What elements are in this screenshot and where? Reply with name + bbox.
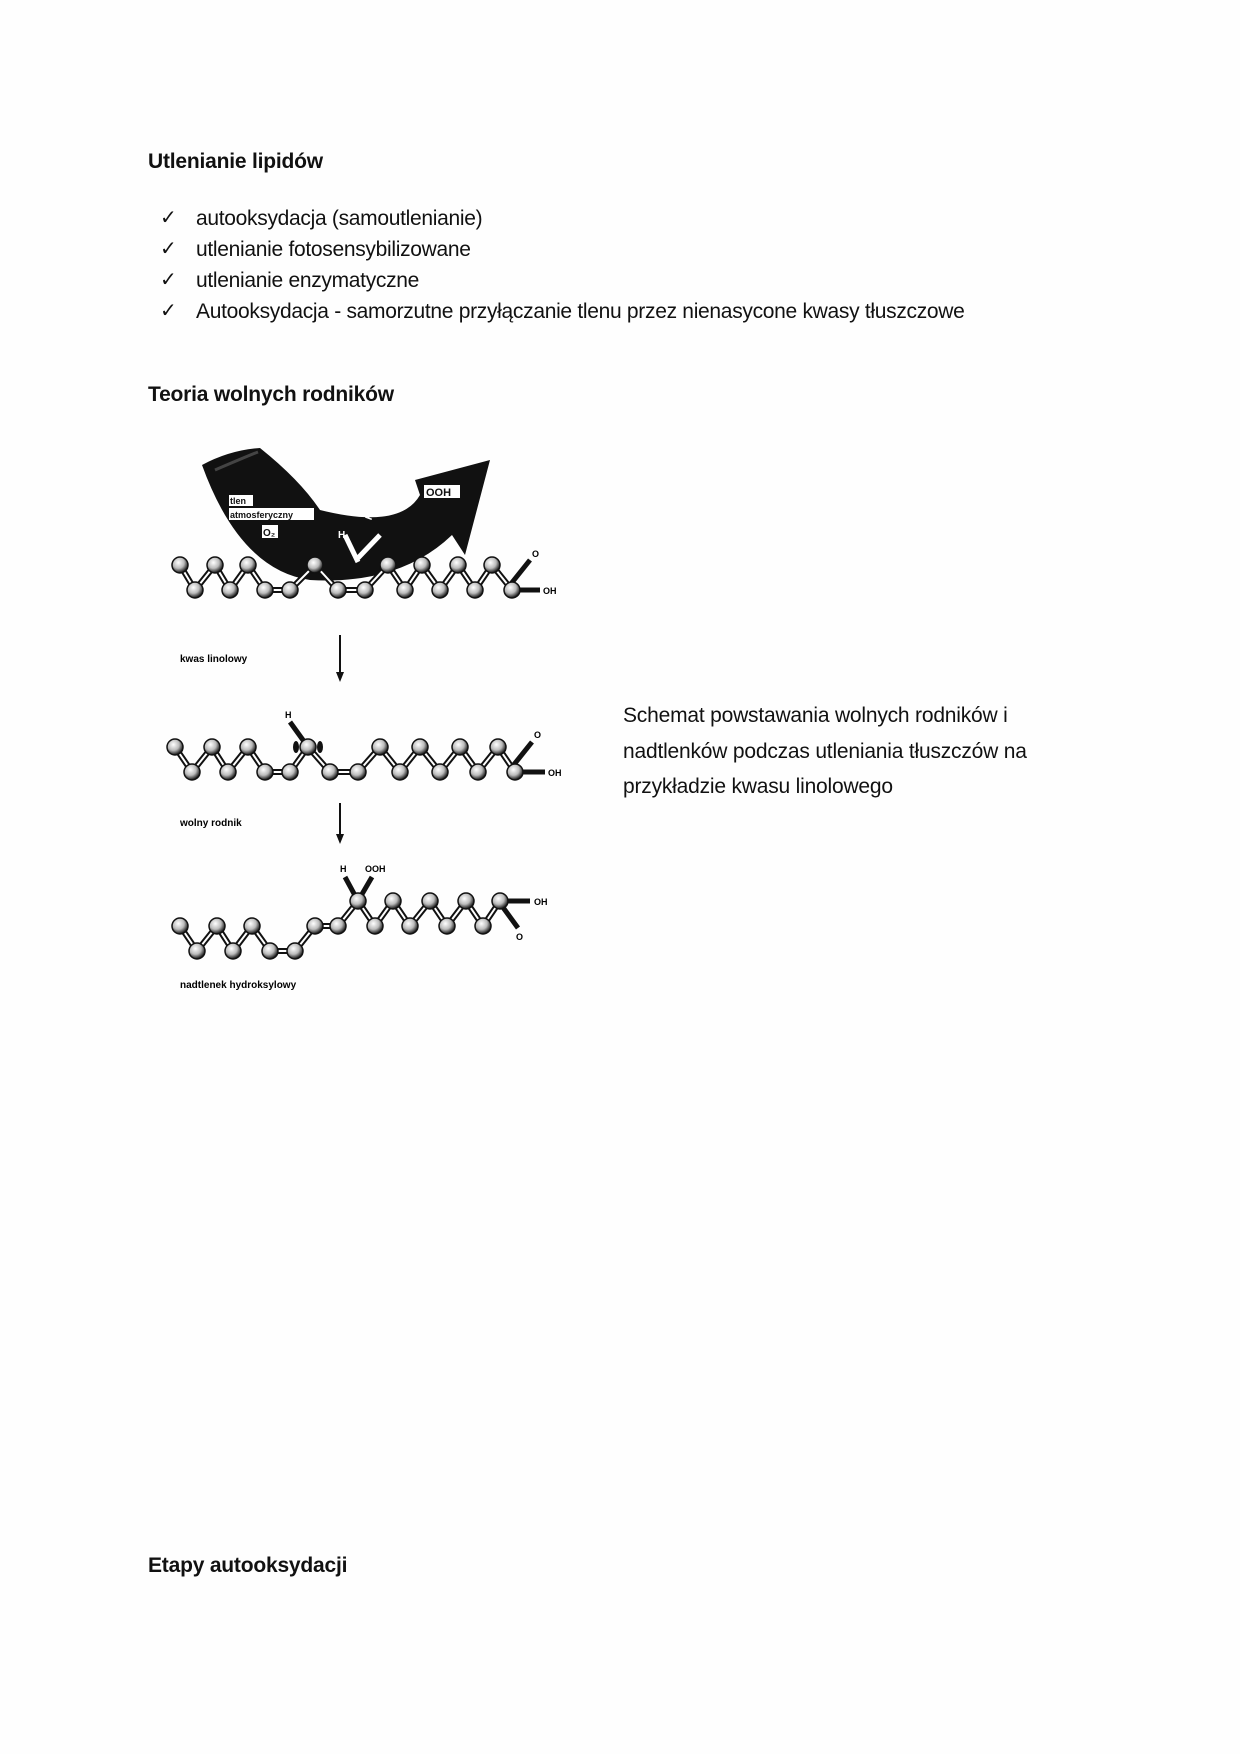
checkmark-icon: ✓ [160, 207, 177, 229]
h-label-1: H [338, 530, 346, 541]
o-label-1: O [532, 549, 540, 559]
heading-teoria-wolnych-rodnikow: Teoria wolnych rodników [148, 383, 394, 406]
list-item [160, 265, 965, 296]
list-item-text: utlenianie enzymatyczne [196, 269, 420, 292]
atmosferyczny-label: atmosferyczny [230, 510, 294, 520]
oh-label-3: OH [534, 897, 548, 907]
ooh-label-peroxide: OOH [365, 864, 386, 874]
h-label-radical: H [285, 710, 292, 720]
checkmark-icon: ✓ [160, 300, 177, 322]
o-label-3: O [516, 932, 524, 942]
o2-label: O₂ [263, 528, 276, 539]
figure-caption: Schemat powstawania wolnych rodników i nadtlenków podczas utleniania tłuszczów na przykładzie kwasu linolowego [623, 704, 1027, 798]
h-label-peroxide: H [340, 864, 347, 874]
tlen-label: tlen [230, 496, 247, 506]
wolny-rodnik-label: wolny rodnik [180, 818, 242, 829]
list-item-text: utlenianie fotosensybilizowane [196, 238, 471, 261]
h-label-2: H [363, 511, 377, 522]
list-item-text: autooksydacja (samoutlenianie) [196, 207, 483, 230]
nadtlenek-hydroksylowy-label: nadtlenek hydroksylowy [180, 980, 297, 991]
heading-utlenianie-lipidow: Utlenianie lipidów [148, 150, 323, 173]
kwas-linolowy-label: kwas linolowy [180, 654, 248, 665]
checkmark-icon: ✓ [160, 238, 177, 260]
molecule-chain-diagram [160, 440, 590, 1010]
list-item [160, 296, 965, 327]
checkmark-icon: ✓ [160, 269, 177, 291]
o-label-2: O [534, 730, 542, 740]
oh-label-1: OH [543, 586, 557, 596]
oh-label-2: OH [548, 768, 562, 778]
list-item [160, 234, 965, 265]
oxidation-types-list [160, 203, 965, 327]
linoleic-acid-oxidation-diagram [160, 440, 590, 1010]
list-item [160, 203, 965, 234]
heading-etapy-autooksydacji: Etapy autooksydacji [148, 1554, 348, 1577]
ooh-label-arrow: OOH [426, 487, 452, 499]
list-item-text: Autooksydacja - samorzutne przyłączanie tlenu przez nienasycone kwasy tłuszczowe [196, 300, 965, 323]
